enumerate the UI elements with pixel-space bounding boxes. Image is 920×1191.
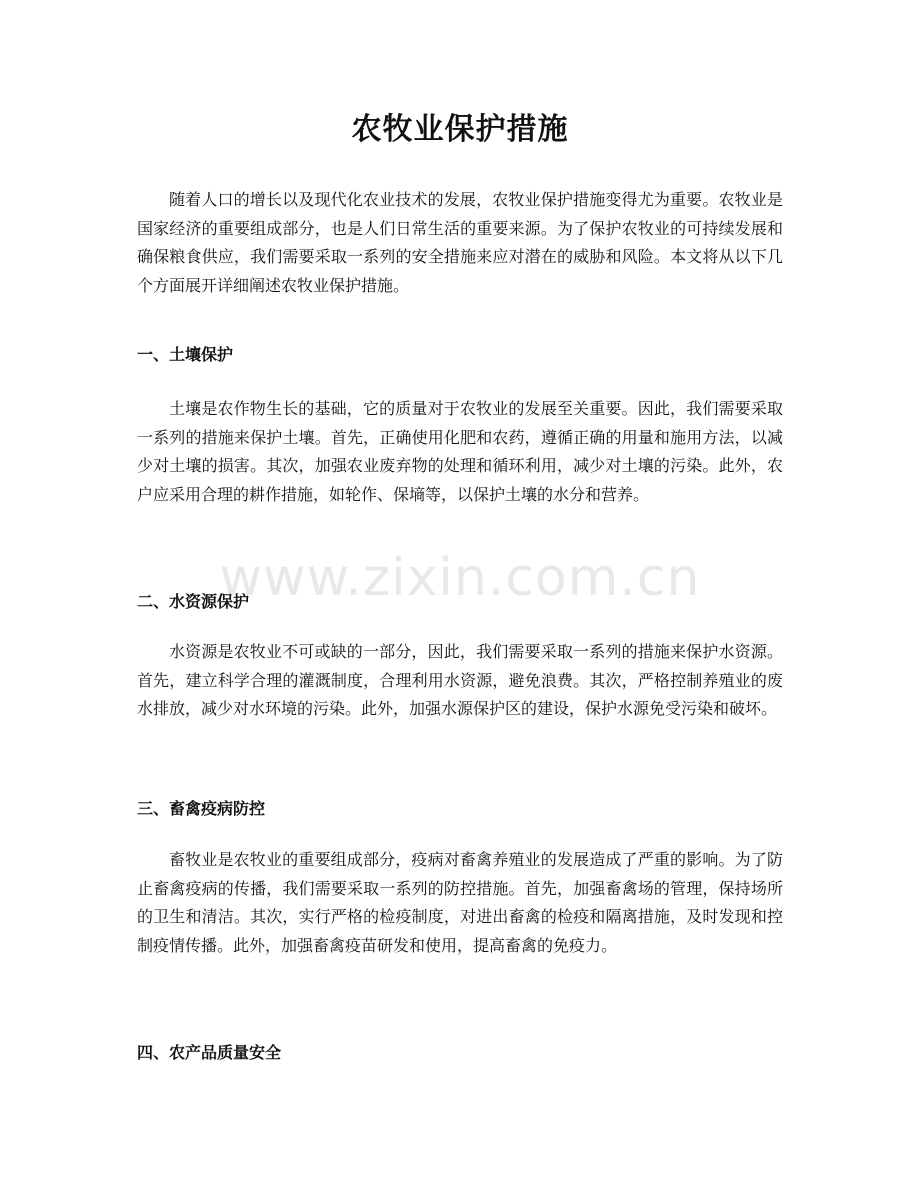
page-title: 农牧业保护措施 <box>351 112 569 147</box>
section-body-water: 水资源是农牧业不可或缺的一部分，因此，我们需要采取一系列的措施来保护水资源。首先，建立科学合理的灌溉制度，合理利用水资源，避免浪费。其次，严格控制养殖业的废水排放，减少对水环境的污染。此外，加强水源保护区的建设，保护水源免受污染和破坏。 <box>137 642 783 718</box>
watermark-text: www.zixin.com.cn <box>219 548 701 608</box>
section-body-soil: 土壤是农作物生长的基础，它的质量对于农牧业的发展至关重要。因此，我们需要采取一系列的措施来保护土壤。首先，正确使用化肥和农药，遵循正确的用量和施用方法，以减少对土壤的损害。其次，加强农业废弃物的处理和循环利用，减少对土壤的污染。此外，农户应采用合理的耕作措施，如轮作、保墒等，以保护土壤的水分和营养。 <box>137 399 783 504</box>
section-body-livestock-disease: 畜牧业是农牧业的重要组成部分，疫病对畜禽养殖业的发展造成了严重的影响。为了防止畜禽疫病的传播，我们需要采取一系列的防控措施。首先，加强畜禽场的管理，保持场所的卫生和清洁。其次，实行严格的检疫制度，对进出畜禽的检疫和隔离措施，及时发现和控制疫情传播。此外，加强畜禽疫苗研发和使用，提高畜禽的免疫力。 <box>137 850 783 955</box>
section-heading-soil: 一、土壤保护 <box>137 345 234 364</box>
section-heading-product-quality: 四、农产品质量安全 <box>137 1043 282 1062</box>
intro-paragraph: 随着人口的增长以及现代化农业技术的发展，农牧业保护措施变得尤为重要。农牧业是国家经济的重要组成部分，也是人们日常生活的重要来源。为了保护农牧业的可持续发展和确保粮食供应，我们需要采取一系列的安全措施来应对潜在的威胁和风险。本文将从以下几个方面展开详细阐述农牧业保护措施。 <box>137 190 783 295</box>
section-heading-livestock-disease: 三、畜禽疫病防控 <box>137 799 266 818</box>
section-heading-water: 二、水资源保护 <box>137 592 250 611</box>
